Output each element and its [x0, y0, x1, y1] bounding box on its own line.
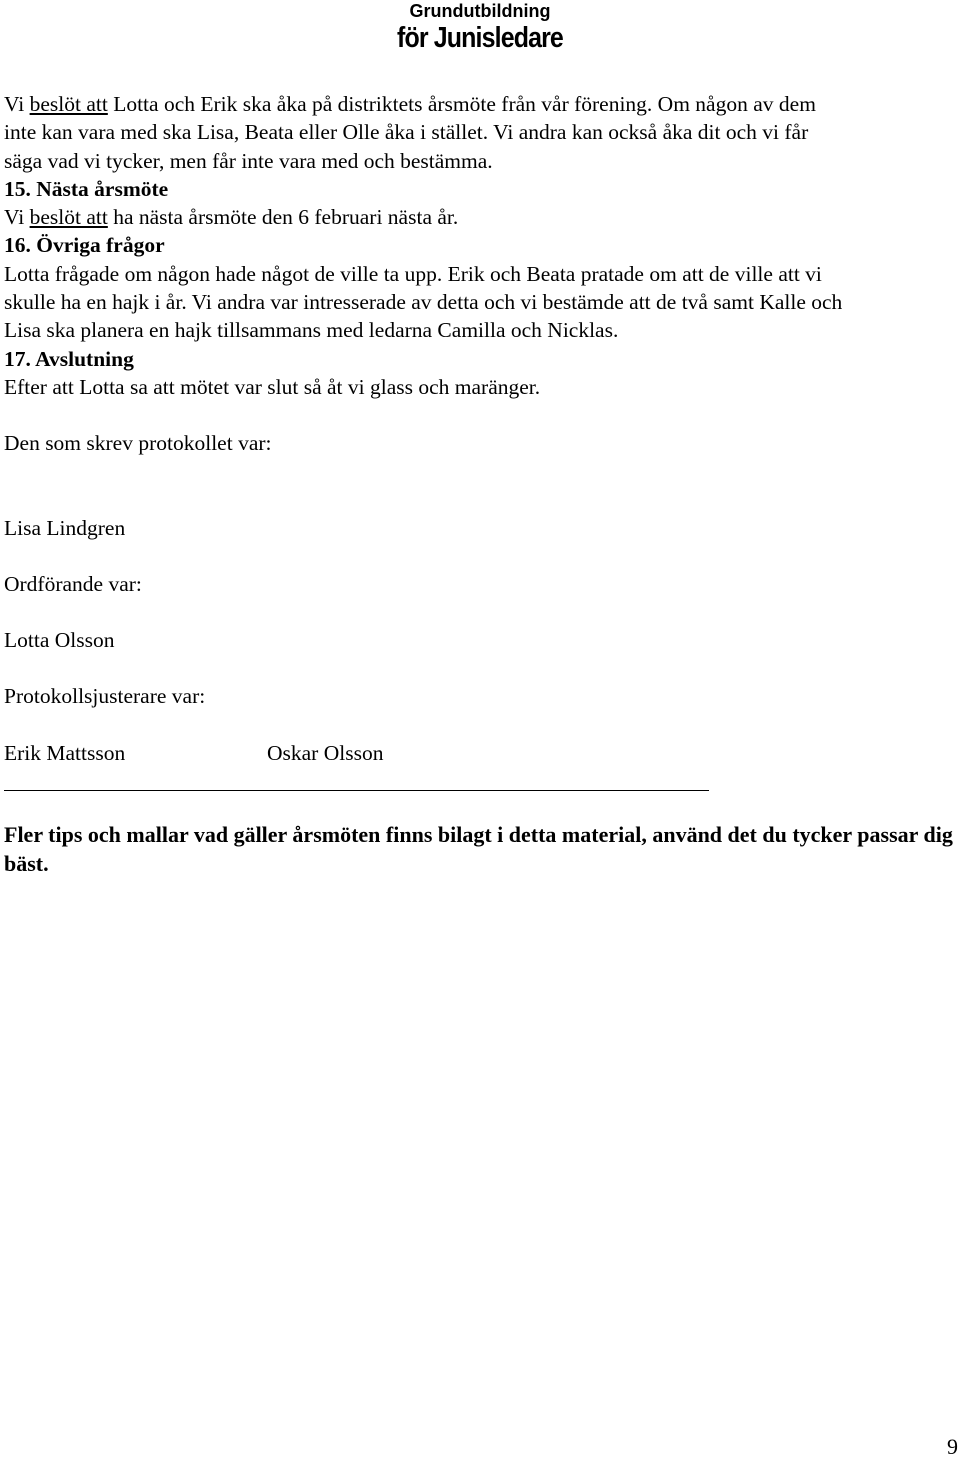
adjuster-name: Oskar Olsson — [267, 740, 384, 765]
paragraph-line: säga vad vi tycker, men får inte vara med och bestämma. — [4, 148, 493, 173]
paragraph-closing: Efter att Lotta sa att mötet var slut så åt vi glass och maränger. — [4, 374, 541, 399]
secretary-label: Den som skrev protokollet var: — [4, 431, 272, 456]
text: ha nästa årsmöte den 6 februari nästa år. — [107, 205, 459, 230]
chair-name: Lotta Olsson — [4, 628, 115, 653]
paragraph-line: skulle ha en hajk i år. Vi andra var intresserade av detta och vi bestämde att de två samt Kalle och — [4, 290, 843, 315]
adjusters-names — [4, 739, 960, 767]
header-subtitle: för Junisledare — [397, 22, 563, 54]
paragraph-line: Lotta frågade om någon hade något de ville ta upp. Erik och Beata pratade om att de ville att vi — [4, 261, 822, 286]
section-heading-15: 15. Nästa årsmöte — [4, 176, 169, 201]
footer-note: Fler tips och mallar vad gäller årsmöten finns bilagt i detta material, använd det du tycker passar dig bäst. — [4, 822, 953, 876]
underlined-phrase: beslöt att — [29, 92, 108, 116]
header-title: Grundutbildning — [409, 1, 551, 21]
text: Vi — [4, 205, 30, 230]
adjuster-name: Erik Mattsson — [4, 740, 126, 765]
paragraph-line: inte kan vara med ska Lisa, Beata eller Olle åka i stället. Vi andra kan också åka dit och vi får — [4, 120, 809, 145]
paragraph-district-meeting — [4, 90, 960, 118]
text: Lotta och Erik ska åka på distriktets årsmöte från vår förening. Om någon av dem — [107, 92, 816, 116]
protocol-body — [4, 90, 960, 767]
section-heading-16: 16. Övriga frågor — [4, 233, 165, 258]
paragraph-next-meeting — [4, 203, 960, 231]
page-number: 9 — [947, 1434, 958, 1459]
section-heading-17: 17. Avslutning — [4, 346, 134, 371]
text: Vi — [4, 92, 30, 116]
underlined-phrase: beslöt att — [29, 205, 108, 230]
adjusters-label: Protokollsjusterare var: — [4, 684, 206, 709]
secretary-name: Lisa Lindgren — [4, 515, 126, 540]
chair-label: Ordförande var: — [4, 571, 142, 596]
document-header — [360, 0, 600, 54]
divider-line — [4, 790, 709, 791]
paragraph-line: Lisa ska planera en hajk tillsammans med ledarna Camilla och Nicklas. — [4, 318, 619, 343]
